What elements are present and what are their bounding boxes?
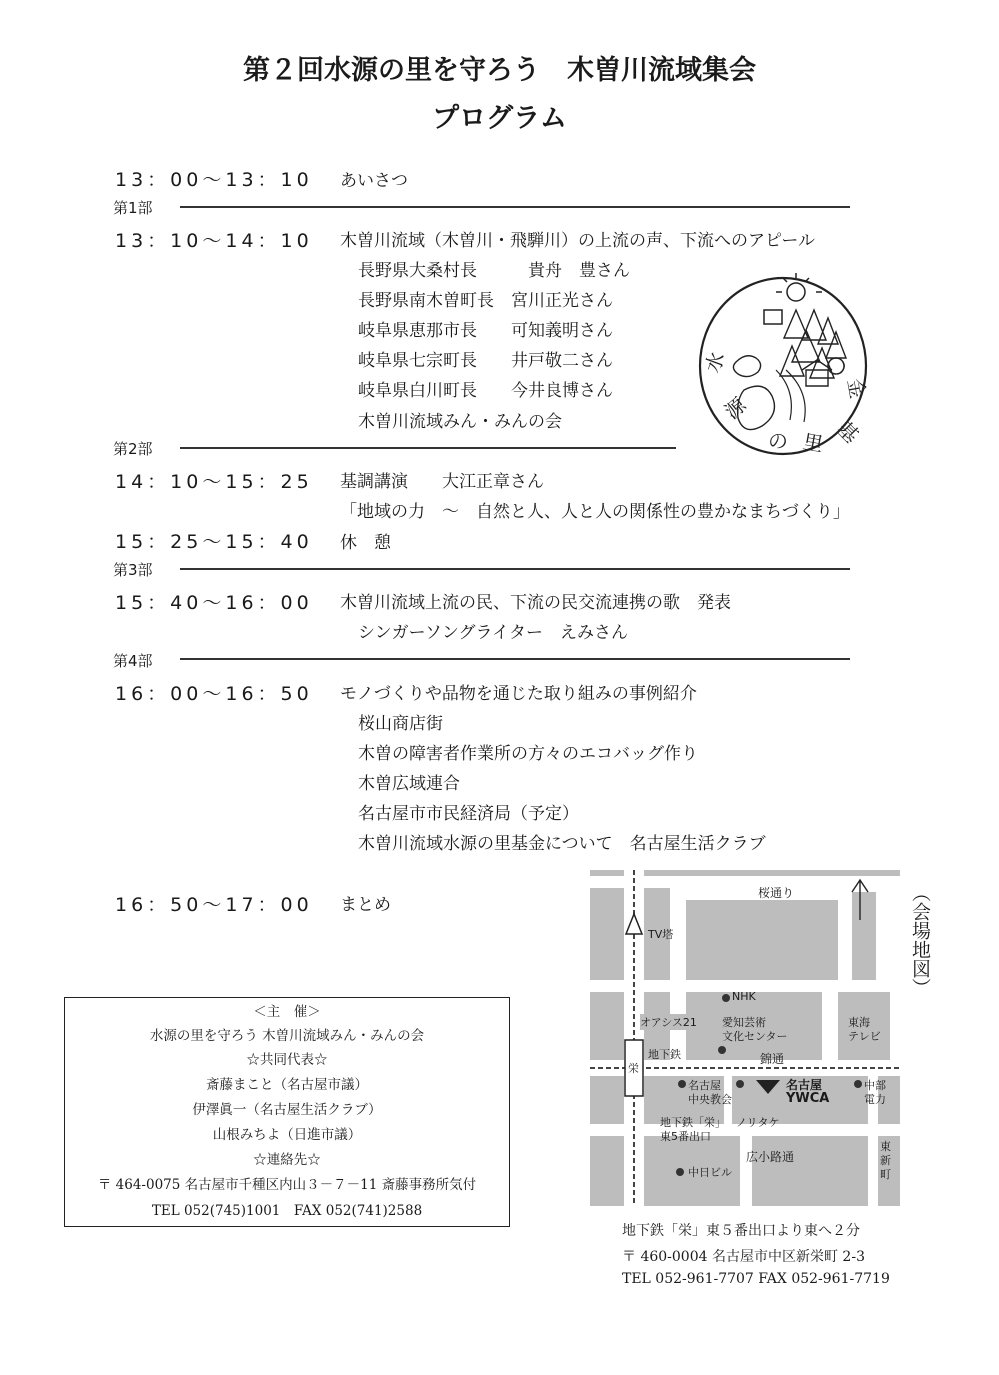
- place-label: オアシス21: [640, 1016, 697, 1029]
- part2-label: 第2部: [113, 440, 153, 458]
- organizer-box: [64, 997, 510, 1227]
- speaker: 岐阜県白川町長 今井良博さん: [358, 381, 613, 401]
- place-label: 愛知芸術: [722, 1016, 766, 1029]
- item-part4: モノづくりや品物を通じた取り組みの事例紹介: [340, 684, 697, 704]
- place-label: NHK: [732, 990, 756, 1003]
- place-label: TV塔: [648, 928, 674, 941]
- time-part3: 15：40～16：00: [115, 592, 313, 614]
- case-study: 桜山商店街: [358, 714, 443, 734]
- place-label: 中部: [864, 1079, 886, 1092]
- street-label: 桜通り: [758, 886, 795, 900]
- time-part1: 13：10～14：10: [115, 230, 313, 252]
- organizer-line: ☆共同代表☆: [246, 1052, 328, 1068]
- page-subtitle: プログラム: [432, 103, 567, 134]
- organizer-line: ＜主 催＞: [253, 1004, 321, 1020]
- place-label: 電力: [864, 1093, 886, 1106]
- item-part3-performer: シンガーソングライター えみさん: [358, 623, 629, 643]
- access-phone: TEL 052-961-7707 FAX 052-961-7719: [622, 1271, 890, 1287]
- place-label: 中日ビル: [688, 1166, 732, 1179]
- place-label: 名古屋: [688, 1079, 721, 1092]
- place-label: 文化センター: [722, 1030, 788, 1043]
- item-part2-subtitle: 「地域の力 ～ 自然と人、人と人の関係性の豊かなまちづくり」: [340, 502, 850, 522]
- time-part2: 14：10～15：25: [115, 471, 313, 493]
- place-label: 東: [880, 1140, 891, 1153]
- item-part2: 基調講演 大江正章さん: [340, 472, 544, 492]
- place-label: テレビ: [848, 1030, 881, 1043]
- time-part4: 16：00～16：50: [115, 683, 313, 705]
- speaker: 岐阜県七宗町長 井戸敬二さん: [358, 351, 613, 371]
- stamp-char: 源: [719, 392, 751, 424]
- item-part3: 木曽川流域上流の民、下流の民交流連携の歌 発表: [340, 593, 731, 613]
- part4-label: 第4部: [113, 652, 153, 670]
- stamp-char: の: [768, 429, 788, 453]
- part2-divider: [180, 447, 676, 449]
- exit-label: 地下鉄「栄」: [660, 1116, 726, 1129]
- venue-map: [590, 870, 900, 1206]
- street-label: 広小路通: [746, 1150, 795, 1164]
- organizer-line: ☆連絡先☆: [253, 1152, 321, 1168]
- speaker: 木曽川流域みん・みんの会: [358, 412, 562, 432]
- case-study: 名古屋市市民経済局（予定）: [358, 804, 579, 824]
- part1-label: 第1部: [113, 199, 153, 217]
- stamp-char: 基: [832, 416, 864, 448]
- place-label: 中央教会: [688, 1093, 732, 1106]
- time-closing: 16：50～17：00: [115, 894, 313, 916]
- case-study: 木曽広域連合: [358, 774, 460, 794]
- time-opening: 13：00～13：10: [115, 169, 313, 191]
- part1-divider: [180, 206, 850, 208]
- page-title: 第２回水源の里を守ろう 木曽川流域集会: [243, 55, 756, 86]
- stamp-char: 水: [700, 348, 730, 376]
- organizer-line: 水源の里を守ろう 木曽川流域みん・みんの会: [149, 1028, 425, 1044]
- place-label: 新: [880, 1154, 891, 1167]
- venue-name: YWCA: [786, 1091, 830, 1106]
- speaker: 岐阜県恵那市長 可知義明さん: [358, 321, 613, 341]
- street-label: 地下鉄: [648, 1048, 681, 1061]
- organizer-line: 斎藤まこと（名古屋市議）: [206, 1077, 368, 1093]
- access-directions: 地下鉄「栄」東５番出口より東へ２分: [622, 1223, 860, 1239]
- item-closing: まとめ: [340, 895, 391, 915]
- place-label: 東海: [848, 1016, 870, 1029]
- organizer-line: 山根みちよ（日進市議）: [212, 1127, 362, 1143]
- item-break: 休 憩: [340, 533, 391, 553]
- organizer-line: 伊澤眞一（名古屋生活クラブ）: [192, 1102, 382, 1118]
- time-break: 15：25～15：40: [115, 531, 313, 553]
- item-part1: 木曽川流域（木曽川・飛騨川）の上流の声、下流へのアピール: [340, 231, 815, 251]
- station-label: 栄: [628, 1062, 639, 1075]
- place-label: ノリタケ: [736, 1116, 780, 1129]
- speaker: 長野県大桑村長 貴舟 豊さん: [358, 261, 630, 281]
- venue-name: 名古屋: [786, 1078, 823, 1092]
- organizer-contact-address: 〒 464-0075 名古屋市千種区内山３－７－11 斎藤事務所気付: [97, 1177, 477, 1193]
- case-study: 木曽の障害者作業所の方々のエコバッグ作り: [358, 744, 698, 764]
- part3-label: 第3部: [113, 561, 153, 579]
- part4-divider: [180, 658, 850, 660]
- street-label: 錦通: [760, 1052, 785, 1066]
- organizer-contact-phone: TEL 052(745)1001 FAX 052(741)2588: [151, 1203, 423, 1219]
- fund-stamp-logo: [696, 270, 871, 458]
- place-label: 町: [880, 1168, 891, 1181]
- exit-label: 東5番出口: [660, 1130, 711, 1143]
- stamp-char: 金: [843, 376, 871, 401]
- item-opening: あいさつ: [340, 171, 408, 191]
- stamp-char: 里: [801, 429, 825, 457]
- case-study: 木曽川流域水源の里基金について 名古屋生活クラブ: [358, 834, 766, 854]
- part3-divider: [180, 568, 850, 570]
- map-title: （会場地図）: [909, 883, 931, 997]
- speaker: 長野県南木曽町長 宮川正光さん: [358, 291, 613, 311]
- access-address: 〒 460-0004 名古屋市中区新栄町 2-3: [622, 1249, 865, 1265]
